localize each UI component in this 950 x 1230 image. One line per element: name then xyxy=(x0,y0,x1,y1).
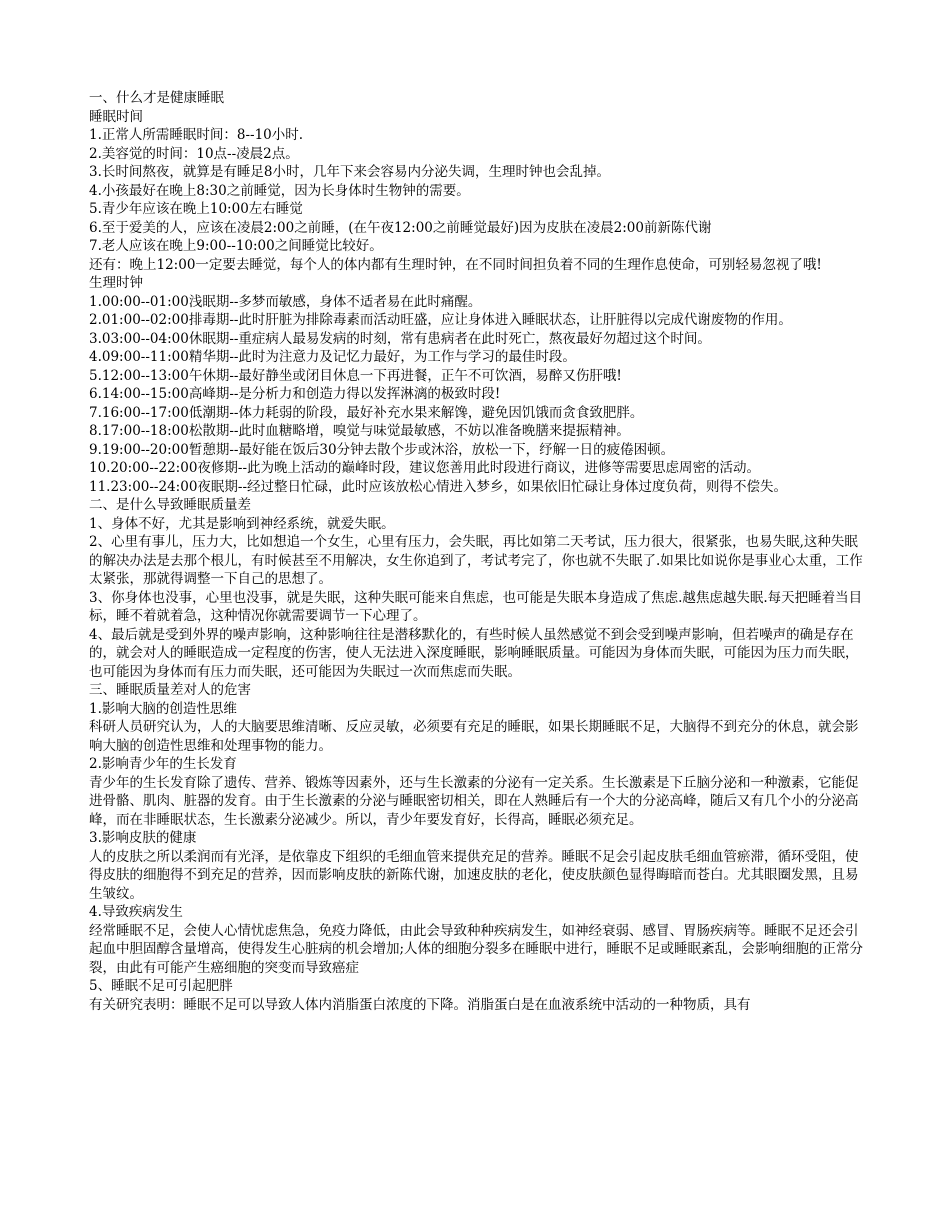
paragraph: 1.00:00--01:00浅眠期--多梦而敏感，身体不适者易在此时痛醒。 xyxy=(89,293,482,310)
paragraph: 2.01:00--02:00排毒期--此时肝脏为排除毒素而活动旺盛，应让身体进入睡眠状态，让肝脏得以完成代谢废物的作用。 xyxy=(89,312,792,328)
paragraph: 有关研究表明：睡眠不足可以导致人体内消脂蛋白浓度的下降。消脂蛋白是在血液系统中活动的一种物质，具有 xyxy=(89,996,751,1013)
paragraph: 青少年的生长发育除了遗传、营养、锻炼等因素外，还与生长激素的分泌有一定关系。生长激素是下丘脑分泌和一种激素，它能促进骨骼、肌肉、脏器的发育。由于生长激素的分泌与睡眠密切相关，即在人熟睡后有一个大的分泌高峰，随后又有几个小的分泌高峰，而在非睡眠状态，生长激素分泌减少。所以，青少年要发育好，长得高，睡眠必须充足。 xyxy=(89,774,859,828)
paragraph: 3.03:00--04:00休眠期--重症病人最易发病的时刻，常有患病者在此时死亡，熬夜最好勿超过这个时间。 xyxy=(89,330,711,347)
subheading: 3.影响皮肤的健康 xyxy=(89,830,197,846)
paragraph: 2.美容觉的时间：10点--凌晨2点。 xyxy=(89,145,299,162)
paragraph: 5.青少年应该在晚上10:00左右睡觉 xyxy=(89,201,303,217)
document-body xyxy=(89,89,864,1014)
paragraph: 4.小孩最好在晚上8:30之前睡觉，因为长身体时生物钟的需要。 xyxy=(89,182,470,199)
subheading: 5、睡眠不足可引起肥胖 xyxy=(89,978,233,994)
paragraph: 9.19:00--20:00暂憩期--最好能在饭后30分钟去散个步或沐浴，放松一下，纾解一日的疲倦困顿。 xyxy=(89,441,675,458)
subheading: 4.导致疾病发生 xyxy=(89,904,183,920)
paragraph: 2、心里有事儿，压力大，比如想追一个女生，心里有压力，会失眠，再比如第二天考试，压力很大，很紧张，也易失眠,这种失眠的解决办法是去那个根儿，有时候甚至不用解决，女生你追到了，考试考完了，你也就不失眠了.如果比如说你是事业心太重，工作太紧张，那就得调整一下自己的思想了。 xyxy=(89,534,863,587)
paragraph: 3.长时间熬夜，就算是有睡足8小时，几年下来会容易内分泌失调，生理时钟也会乱掉。 xyxy=(89,164,610,180)
paragraph: 5.12:00--13:00午休期--最好静坐或闭目休息一下再进餐，正午不可饮酒，易醉又伤肝哦! xyxy=(89,367,622,384)
paragraph: 1、身体不好，尤其是影响到神经系统，就爱失眠。 xyxy=(89,515,395,532)
subheading: 生理时钟 xyxy=(89,275,143,291)
paragraph: 3、你身体也没事，心里也没事，就是失眠，这种失眠可能来自焦虑，也可能是失眠本身造成了焦虑.越焦虑越失眠.每天把睡着当目标，睡不着就着急，这种情况你就需要调节一下心理了。 xyxy=(89,589,863,624)
paragraph: 10.20:00--22:00夜修期--此为晚上活动的巅峰时段，建议您善用此时段进行商议，进修等需要思虑周密的活动。 xyxy=(89,460,761,476)
paragraph: 还有：晚上12:00一定要去睡觉，每个人的体内都有生理时钟，在不同时间担负着不同的生理作息使命，可别轻易忽视了哦! xyxy=(89,256,822,273)
paragraph: 科研人员研究认为，人的大脑要思维清晰、反应灵敏，必须要有充足的睡眠，如果长期睡眠不足，大脑得不到充分的休息，就会影响大脑的创造性思维和处理事物的能力。 xyxy=(89,719,859,754)
paragraph: 6.14:00--15:00高峰期--是分析力和创造力得以发挥淋漓的极致时段! xyxy=(89,386,501,402)
subheading: 2.影响青少年的生长发育 xyxy=(89,756,237,772)
paragraph: 4.09:00--11:00精华期--此时为注意力及记忆力最好，为工作与学习的最佳时段。 xyxy=(89,349,576,365)
paragraph: 7.老人应该在晚上9:00--10:00之间睡觉比较好。 xyxy=(89,238,383,254)
paragraph: 1.正常人所需睡眠时间：8--10小时. xyxy=(89,127,304,143)
paragraph: 7.16:00--17:00低潮期--体力耗弱的阶段，最好补充水果来解馋，避免因饥饿而贪食致肥胖。 xyxy=(89,404,644,421)
paragraph: 经常睡眠不足，会使人心情忧虑焦急，免疫力降低，由此会导致种种疾病发生，如神经衰弱、感冒、胃肠疾病等。睡眠不足还会引起血中胆固醇含量增高，使得发生心脏病的机会增加;人体的细胞分裂多在睡眠中进行，睡眠不足或睡眠紊乱，会影响细胞的正常分裂，由此有可能产生癌细胞的突变而导致癌症 xyxy=(89,922,864,976)
paragraph: 4、最后就是受到外界的噪声影响，这种影响往往是潜移默化的，有些时候人虽然感觉不到会受到噪声影响，但若噪声的确是存在的，就会对人的睡眠造成一定程度的伤害，使人无法进入深度睡眠，影响睡眠质量。可能因为身体而失眠，可能因为压力而失眠，也可能因为身体而有压力而失眠，还可能因为失眠过一次而焦虑而失眠。 xyxy=(89,626,859,680)
subheading: 1.影响大脑的创造性思维 xyxy=(89,700,237,717)
section-heading: 二、是什么导致睡眠质量差 xyxy=(89,497,251,513)
section-heading: 一、什么才是健康睡眠 xyxy=(89,90,224,106)
subheading: 睡眠时间 xyxy=(89,108,143,125)
paragraph: 人的皮肤之所以柔润而有光泽，是依靠皮下组织的毛细血管来提供充足的营养。睡眠不足会引起皮肤毛细血管瘀滞，循环受阻，使得皮肤的细胞得不到充足的营养，因而影响皮肤的新陈代谢，加速皮肤的老化，使皮肤颜色显得晦暗而苍白。尤其眼圈发黑，且易生皱纹。 xyxy=(89,848,859,902)
paragraph: 11.23:00--24:00夜眠期--经过整日忙碌，此时应该放松心情进入梦乡，如果依旧忙碌让身体过度负荷，则得不偿失。 xyxy=(89,478,788,495)
section-heading: 三、睡眠质量差对人的危害 xyxy=(89,682,251,698)
paragraph: 8.17:00--18:00松散期--此时血糖略增，嗅觉与味觉最敏感，不妨以准备晚膳来提振精神。 xyxy=(89,423,630,439)
paragraph: 6.至于爱美的人，应该在凌晨2:00之前睡，(在午夜12:00之前睡觉最好)因为皮肤在凌晨2:00前新陈代谢 xyxy=(89,219,712,236)
